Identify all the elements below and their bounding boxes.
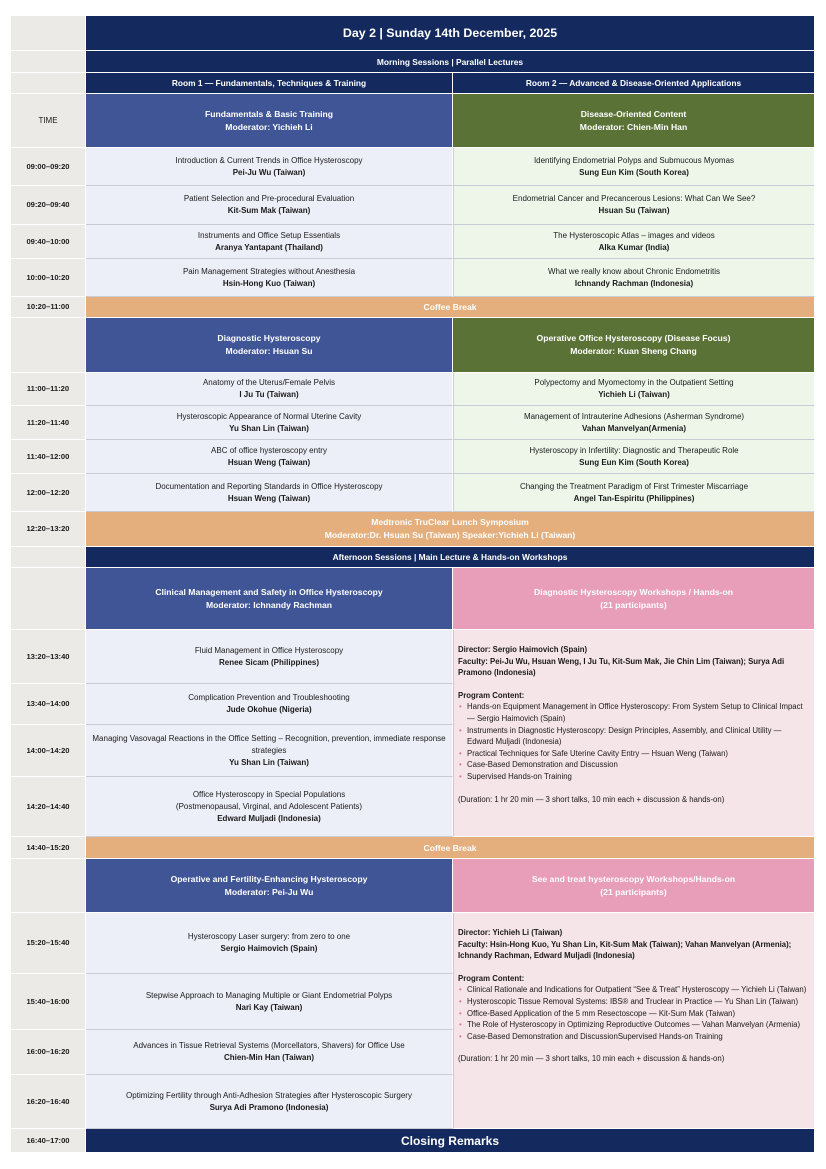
workshop-title: Diagnostic Hysteroscopy Workshops / Hands-on	[534, 586, 733, 597]
time-slot: 12:00–12:20	[11, 474, 86, 512]
speaker: Nari Kay (Taiwan)	[235, 1002, 303, 1012]
lecture-subtitle: (Postmenopausal, Virginal, and Adolescent Patients)	[175, 801, 363, 811]
program-item: • Hysteroscopic Tissue Removal Systems: IBS® and Truclear in Practice — Yu Shan Lin (Taiwan)	[467, 996, 809, 1008]
speaker: Yu Shan Lin (Taiwan)	[229, 757, 309, 767]
lecture-cell	[453, 148, 815, 186]
speaker: Pei-Ju Wu (Taiwan)	[232, 167, 306, 177]
time-slot: 16:40–17:00	[11, 1129, 86, 1153]
lecture-cell	[86, 225, 453, 259]
speaker: Ichnandy Rachman (Indonesia)	[574, 278, 694, 288]
coffee-break: Coffee Break	[86, 297, 815, 318]
time-slot: 16:20–16:40	[11, 1075, 86, 1129]
program-item: • Clinical Rationale and Indications for Outpatient “See & Treat” Hysteroscopy — Yichieh Li (Taiwan)	[467, 984, 809, 996]
lecture-title: Pain Management Strategies without Anesthesia	[182, 266, 356, 276]
session-moderator: Moderator: Yichieh Li	[225, 121, 313, 132]
speaker: Hsuan Weng (Taiwan)	[227, 457, 311, 467]
program-item: • The Role of Hysteroscopy in Optimizing Reproductive Outcomes — Vahan Manvelyan (Armenia)	[467, 1019, 809, 1031]
speaker: Hsin-Hong Kuo (Taiwan)	[222, 278, 316, 288]
speaker: Sergio Haimovich (Spain)	[220, 944, 318, 953]
lecture-cell	[86, 406, 453, 440]
session-title: Operative and Fertility-Enhancing Hysteroscopy	[170, 873, 368, 884]
lecture-cell	[86, 148, 453, 186]
time-slot: 13:40–14:00	[11, 684, 86, 725]
lecture-cell	[453, 474, 815, 512]
lecture-title: Stepwise Approach to Managing Multiple or Giant Endometrial Polyps	[145, 990, 393, 1000]
time-slot: 11:00–11:20	[11, 373, 86, 406]
lunch-details: Moderator:Dr. Hsuan Su (Taiwan) Speaker:Yichieh Li (Taiwan)	[324, 530, 576, 540]
lecture-cell	[86, 630, 453, 684]
lecture-cell	[86, 186, 453, 225]
lecture-title: Anatomy of the Uterus/Female Pelvis	[202, 378, 336, 387]
speaker: Hsuan Weng (Taiwan)	[227, 493, 311, 503]
time-slot: 09:20–09:40	[11, 186, 86, 225]
speaker: Edward Muljadi (Indonesia)	[217, 813, 321, 823]
lecture-cell	[86, 1075, 453, 1129]
speaker: Chien-Min Han (Taiwan)	[223, 1053, 315, 1062]
program-list	[458, 984, 809, 1042]
session-moderator: Moderator: Pei-Ju Wu	[224, 886, 314, 897]
workshop-participants: (21 participants)	[600, 886, 667, 897]
time-blank	[11, 51, 86, 73]
session-moderator: Moderator: Chien-Min Han	[579, 121, 688, 132]
session-header-fundamentals	[86, 94, 453, 148]
workshop-director: Director: Sergio Haimovich (Spain)	[458, 645, 588, 654]
schedule-table	[11, 16, 815, 1153]
lecture-title: Changing the Treatment Paradigm of First Trimester Miscarriage	[519, 481, 749, 491]
lecture-cell	[453, 406, 815, 440]
program-item: • Instruments in Diagnostic Hysteroscopy: Design Principles, Assembly, and Clinical Utility — Edward Muljadi (Indonesia)	[467, 725, 809, 748]
lecture-cell	[453, 373, 815, 406]
time-slot: 11:20–11:40	[11, 406, 86, 440]
workshop-participants: (21 participants)	[600, 599, 667, 610]
lecture-title: Patient Selection and Pre-procedural Evaluation	[183, 194, 355, 203]
session-moderator: Moderator: Hsuan Su	[225, 346, 313, 356]
lecture-title: Management of Intrauterine Adhesions (Asherman Syndrome)	[523, 411, 745, 421]
time-blank	[11, 547, 86, 568]
speaker: Aranya Yantapant (Thailand)	[215, 242, 323, 252]
session-title: Diagnostic Hysteroscopy	[217, 333, 321, 343]
room1-header: Room 1 — Fundamentals, Techniques & Training	[86, 73, 453, 94]
page-title: Day 2 | Sunday 14th December, 2025	[86, 16, 815, 51]
speaker: Surya Adi Pramono (Indonesia)	[209, 1102, 329, 1112]
lecture-cell	[86, 259, 453, 297]
time-slot: 14:40–15:20	[11, 837, 86, 859]
session-title: Operative Office Hysteroscopy (Disease Focus)	[536, 333, 731, 343]
lecture-title: Fluid Management in Office Hysteroscopy	[194, 645, 344, 655]
program-item: • Hands-on Equipment Management in Office Hysteroscopy: From System Setup to Clinical Impact — Sergio Haimovich (Spain)	[467, 701, 809, 724]
speaker: Yichieh Li (Taiwan)	[598, 390, 670, 399]
lecture-cell	[86, 373, 453, 406]
workshop-details-diagnostic	[453, 630, 815, 837]
time-slot: 15:20–15:40	[11, 913, 86, 974]
lecture-cell	[86, 684, 453, 725]
lecture-title: The Hysteroscopic Atlas – images and videos	[553, 230, 715, 240]
lecture-title: Managing Vasovagal Reactions in the Office Setting – Recognition, prevention, immediate response strategies	[92, 733, 446, 755]
program-item: • Case-Based Demonstration and DiscussionSupervised Hands-on Training	[467, 1031, 809, 1043]
workshop-title: See and treat hysteroscopy Workshops/Hands-on	[531, 873, 736, 884]
lecture-title: Documentation and Reporting Standards in Office Hysteroscopy	[155, 481, 383, 491]
time-slot: 13:20–13:40	[11, 630, 86, 684]
lunch-symposium	[86, 512, 815, 547]
time-slot: 12:20–13:20	[11, 512, 86, 547]
time-slot: 16:00–16:20	[11, 1030, 86, 1075]
lunch-title: Medtronic TruClear Lunch Symposium	[371, 517, 529, 527]
lecture-cell	[86, 440, 453, 474]
afternoon-sessions-banner: Afternoon Sessions | Main Lecture & Hands-on Workshops	[86, 547, 815, 568]
time-slot: 14:20–14:40	[11, 777, 86, 837]
time-slot: 11:40–12:00	[11, 440, 86, 474]
lecture-title: Polypectomy and Myomectomy in the Outpatient Setting	[534, 378, 734, 387]
program-item: • Supervised Hands-on Training	[467, 771, 809, 783]
session-title: Fundamentals & Basic Training	[205, 108, 333, 119]
session-header-clinical-management	[86, 568, 453, 630]
coffee-break: Coffee Break	[86, 837, 815, 859]
time-column-label: TIME	[11, 94, 86, 148]
workshop-header-see-and-treat	[453, 859, 815, 913]
lecture-title: Hysteroscopy in Infertility: Diagnostic and Therapeutic Role	[529, 445, 739, 455]
lecture-cell	[86, 777, 453, 837]
time-slot: 09:00–09:20	[11, 148, 86, 186]
lecture-cell	[453, 259, 815, 297]
workshop-header-diagnostic	[453, 568, 815, 630]
program-content-label: Program Content:	[458, 690, 525, 700]
lecture-title: What we really know about Chronic Endometritis	[547, 266, 721, 276]
program-item: • Practical Techniques for Safe Uterine Cavity Entry — Hsuan Weng (Taiwan)	[467, 748, 809, 760]
session-title: Disease-Oriented Content	[580, 108, 687, 119]
lecture-cell	[86, 913, 453, 974]
lecture-title: Complication Prevention and Troubleshooting	[188, 693, 350, 702]
speaker: Vahan Manvelyan(Armenia)	[581, 423, 687, 433]
session-header-disease-oriented	[453, 94, 815, 148]
lecture-cell	[453, 225, 815, 259]
speaker: Kit-Sum Mak (Taiwan)	[227, 206, 311, 215]
lecture-cell	[86, 474, 453, 512]
speaker: I Ju Tu (Taiwan)	[239, 390, 299, 399]
program-item: • Case-Based Demonstration and Discussion	[467, 759, 809, 771]
time-slot: 15:40–16:00	[11, 974, 86, 1030]
time-slot: 10:00–10:20	[11, 259, 86, 297]
closing-remarks: Closing Remarks	[86, 1129, 815, 1153]
workshop-duration: (Duration: 1 hr 20 min — 3 short talks, 10 min each + discussion & hands-on)	[458, 1054, 725, 1064]
session-header-operative	[453, 318, 815, 373]
speaker: Hsuan Su (Taiwan)	[598, 206, 670, 215]
speaker: Sung Eun Kim (South Korea)	[579, 167, 689, 177]
session-moderator: Moderator: Ichnandy Rachman	[205, 599, 333, 610]
program-item: • Office-Based Application of the 5 mm Resectoscope — Kit-Sum Mak (Taiwan)	[467, 1008, 809, 1020]
workshop-faculty: Faculty: Hsin-Hong Kuo, Yu Shan Lin, Kit-Sum Mak (Taiwan); Vahan Manvelyan (Armenia); Ichnandy Rachman, Edward Muljadi (Indonesia)	[458, 939, 792, 961]
program-content-label: Program Content:	[458, 973, 525, 983]
time-slot: 09:40–10:00	[11, 225, 86, 259]
lecture-cell	[86, 974, 453, 1030]
lecture-title: Instruments and Office Setup Essentials	[197, 230, 341, 240]
lecture-title: Identifying Endometrial Polyps and Submucous Myomas	[533, 155, 735, 165]
speaker: Angel Tan-Espiritu (Philippines)	[573, 493, 695, 503]
time-slot: 14:00–14:20	[11, 725, 86, 777]
lecture-cell	[86, 1030, 453, 1075]
lecture-title: Office Hysteroscopy in Special Populations	[192, 789, 346, 799]
time-blank	[11, 16, 86, 51]
speaker: Alka Kumar (India)	[598, 242, 670, 252]
time-blank	[11, 568, 86, 630]
time-blank	[11, 73, 86, 94]
time-slot: 10:20–11:00	[11, 297, 86, 318]
lecture-title: Hysteroscopic Appearance of Normal Uterine Cavity	[176, 411, 362, 421]
lecture-title: Optimizing Fertility through Anti-Adhesion Strategies after Hysteroscopic Surgery	[126, 1090, 412, 1100]
session-title: Clinical Management and Safety in Office Hysteroscopy	[155, 586, 383, 597]
time-blank	[11, 318, 86, 373]
lecture-title: ABC of office hysteroscopy entry	[211, 445, 327, 455]
session-moderator: Moderator: Kuan Sheng Chang	[570, 346, 697, 356]
speaker: Renee Sicam (Philippines)	[218, 657, 320, 667]
speaker: Jude Okohue (Nigeria)	[226, 705, 312, 714]
workshop-faculty: Faculty: Pei-Ju Wu, Hsuan Weng, I Ju Tu, Kit-Sum Mak, Jie Chin Lim (Taiwan); Surya Adi Pramono (Indonesia)	[458, 656, 785, 678]
session-header-diagnostic	[86, 318, 453, 373]
lecture-title: Introduction & Current Trends in Office Hysteroscopy	[175, 155, 363, 165]
lecture-cell	[453, 186, 815, 225]
time-blank	[11, 859, 86, 913]
room2-header: Room 2 — Advanced & Disease-Oriented Applications	[453, 73, 815, 94]
lecture-title: Endometrial Cancer and Precancerous Lesions: What Can We See?	[512, 194, 756, 203]
lecture-title: Hysteroscopy Laser surgery: from zero to one	[187, 932, 351, 941]
session-header-operative-fertility	[86, 859, 453, 913]
workshop-director: Director: Yichieh Li (Taiwan)	[458, 928, 563, 937]
lecture-cell	[453, 440, 815, 474]
lecture-cell	[86, 725, 453, 777]
workshop-details-see-and-treat	[453, 913, 815, 1129]
speaker: Sung Eun Kim (South Korea)	[579, 457, 689, 467]
program-list	[458, 701, 809, 782]
morning-sessions-banner: Morning Sessions | Parallel Lectures	[86, 51, 815, 73]
workshop-duration: (Duration: 1 hr 20 min — 3 short talks, 10 min each + discussion & hands-on)	[458, 794, 725, 804]
lecture-title: Advances in Tissue Retrieval Systems (Morcellators, Shavers) for Office Use	[133, 1041, 405, 1050]
speaker: Yu Shan Lin (Taiwan)	[229, 423, 309, 433]
